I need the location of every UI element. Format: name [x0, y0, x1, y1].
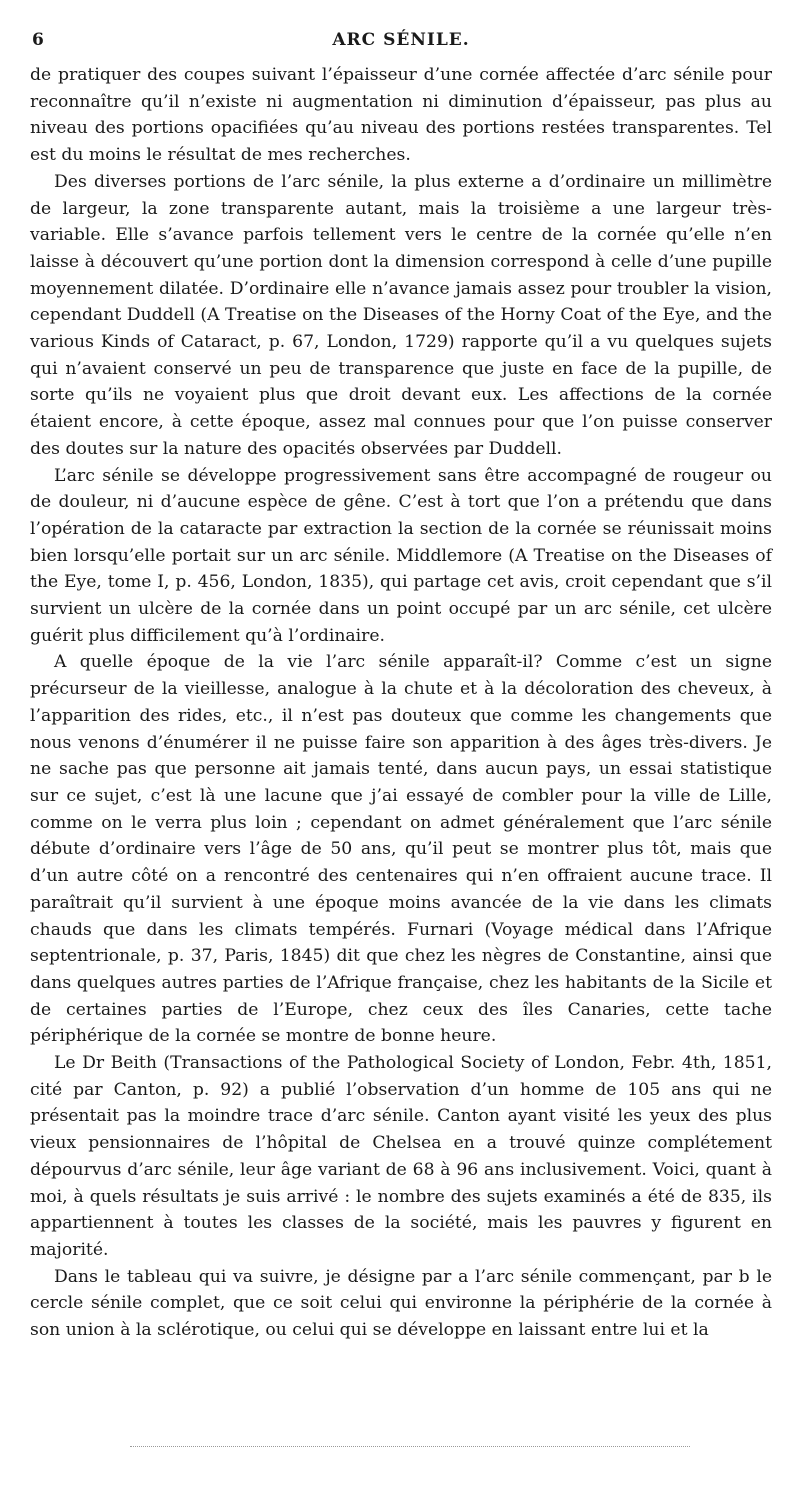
- page-number: 6: [32, 30, 44, 50]
- paragraph: de pratiquer des coupes suivant l’épaisseur d’une cornée affectée d’arc sénile pour reconnaître qu’il n’existe ni augmentation ni diminution d’épaisseur, pas plus au niveau des portions opacifiées qu’au niveau des portions restées transparentes. Tel est du moins le résultat de mes recherches.: [30, 65, 772, 166]
- paragraph: Dans le tableau qui va suivre, je désigne par a l’arc sénile commençant, par b le cercle sénile complet, que ce soit celui qui environne la périphérie de la cornée à son union à la sclérotique, ou celui qui se développe en laissant entre lui et la: [30, 1266, 772, 1341]
- body-text: [30, 62, 772, 1344]
- paragraph: Le Dr Beith (Transactions of the Pathological Society of London, Febr. 4th, 1851, cité par Canton, p. 92) a publié l’observation d’un homme de 105 ans qui ne présentait pas la moindre trace d’arc sénile. Canton ayant visité les yeux des plus vieux pensionnaires de l’hôpital de Chelsea en a trouvé quinze complétement dépourvus d’arc sénile, leur âge variant de 68 à 96 ans inclusivement. Voici, quant à moi, à quels résultats je suis arrivé : le nombre des sujets examinés a été de 835, ils appartiennent à toutes les classes de la société, mais les pauvres y figurent en majorité.: [30, 1053, 772, 1260]
- paragraph: Des diverses portions de l’arc sénile, la plus externe a d’ordinaire un millimètre de largeur, la zone transparente autant, mais la troisième a une largeur très-variable. Elle s’avance parfois tellement vers le centre de la cornée qu’elle n’en laisse à découvert qu’une portion dont la dimension correspond à celle d’une pupille moyennement dilatée. D’ordinaire elle n’avance jamais assez pour troubler la vision, cependant Duddell (A Treatise on the Diseases of the Horny Coat of the Eye, and the various Kinds of Cataract, p. 67, London, 1729) rapporte qu’il a vu quelques sujets qui n’avaient conservé un peu de transparence que juste en face de la pupille, de sorte qu’ils ne voyaient plus que droit devant eux. Les affections de la cornée étaient encore, à cette époque, assez mal connues pour que l’on puisse conserver des doutes sur la nature des opacités observées par Duddell.: [30, 171, 772, 459]
- paragraph: L’arc sénile se développe progressivement sans être accompagné de rougeur ou de douleur, ni d’aucune espèce de gêne. C’est à tort que l’on a prétendu que dans l’opération de la cataracte par extraction la section de la cornée se réunissait moins bien lorsqu’elle portait sur un arc sénile. Middlemore (A Treatise on the Diseases of the Eye, tome I, p. 456, London, 1835), qui partage cet avis, croit cependant que s’il survient un ulcère de la cornée dans un point occupé par un arc sénile, cet ulcère guérit plus difficilement qu’à l’ordinaire.: [30, 465, 772, 646]
- paragraph: A quelle époque de la vie l’arc sénile apparaît-il? Comme c’est un signe précurseur de la vieillesse, analogue à la chute et à la décoloration des cheveux, à l’apparition des rides, etc., il n’est pas douteux que comme les changements que nous venons d’énumérer il ne puisse faire son apparition à des âges très-divers. Je ne sache pas que personne ait jamais tenté, dans aucun pays, un essai statistique sur ce sujet, c’est là une lacune que j’ai essayé de combler pour la ville de Lille, comme on le verra plus loin ; cependant on admet généralement que l’arc sénile débute d’ordinaire vers l’âge de 50 ans, qu’il peut se montrer plus tôt, mais que d’un autre côté on a rencontré des centenaires qui n’en offraient aucune trace. Il paraîtrait qu’il survient à une époque moins avancée de la vie dans les climats chauds que dans les climats tempérés. Furnari (Voyage médical dans l’Afrique septentrionale, p. 37, Paris, 1845) dit que chez les nègres de Constantine, ainsi que dans quelques autres parties de l’Afrique française, chez les habitants de la Sicile et de certaines parties de l’Europe, chez ceux des îles Canaries, cette tache périphérique de la cornée se montre de bonne heure.: [30, 652, 772, 1047]
- running-title: ARC SÉNILE.: [332, 30, 470, 50]
- book-page: [30, 22, 772, 1344]
- page-header: [30, 22, 772, 62]
- bottom-dotted-rule: [130, 1446, 690, 1447]
